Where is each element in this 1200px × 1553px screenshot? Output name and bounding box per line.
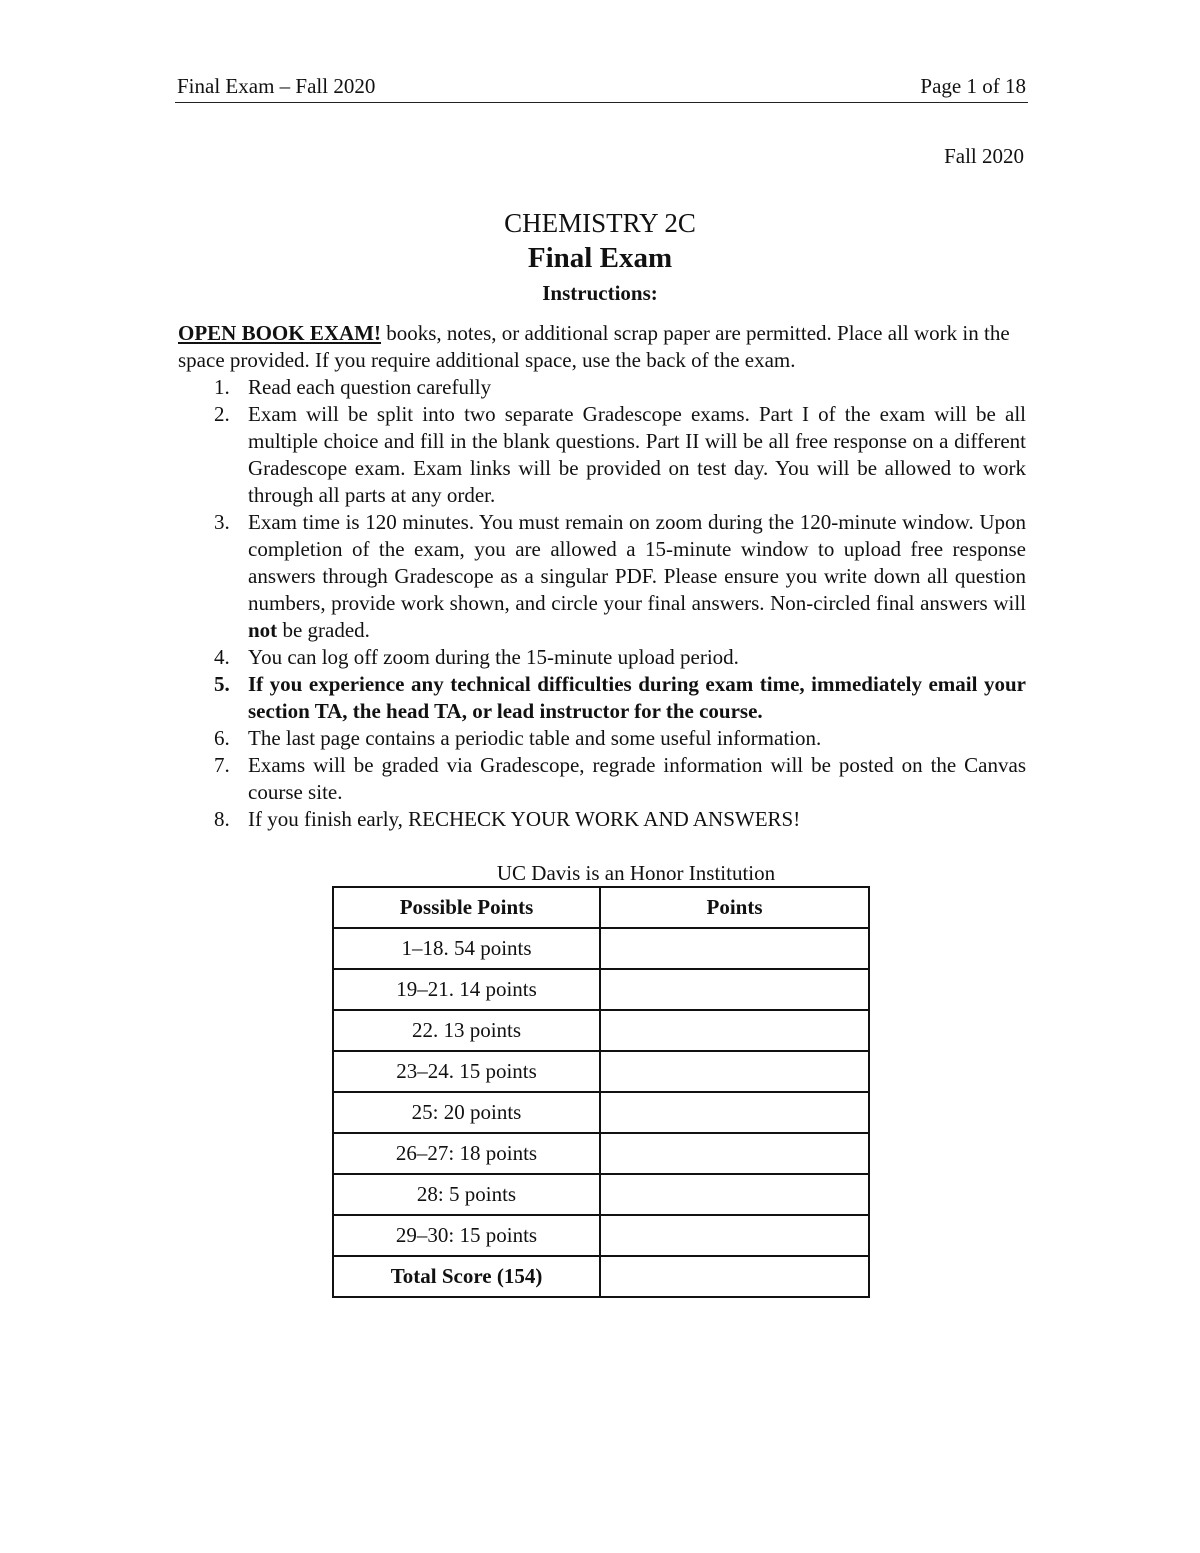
points-cell — [600, 928, 869, 969]
term-label: Fall 2020 — [944, 144, 1024, 168]
points-cell — [600, 969, 869, 1010]
instruction-item: 4. You can log off zoom during the 15-minute upload period. — [214, 645, 739, 669]
exam-title: Final Exam — [527, 242, 673, 274]
instruction-item: 1. Read each question carefully — [214, 375, 492, 399]
table-row: 25: 20 points — [333, 1092, 869, 1133]
points-cell — [600, 1010, 869, 1051]
table-row: 1–18. 54 points — [333, 928, 869, 969]
instruction-item: 2. Exam will be split into two separate Gradescope exams. Part I of the exam will be all multiple choice and fill in the blank questions. Part II will be all free response on a different Gradescope exam. Exam links will be provided on test day. You will be allowed to work through all parts at any order. — [214, 402, 1026, 507]
table-row: 26–27: 18 points — [333, 1133, 869, 1174]
instruction-item: 6. The last page contains a periodic table and some useful information. — [214, 726, 822, 750]
points-cell — [600, 1092, 869, 1133]
total-points-cell — [600, 1256, 869, 1297]
points-cell — [600, 1051, 869, 1092]
instruction-list — [178, 374, 1026, 833]
open-book-notice: OPEN BOOK EXAM! — [178, 321, 381, 345]
intro-text: books, notes, or additional scrap paper are permitted. Place all work in the space provided. If you require additional space, use the back of the exam. — [178, 321, 1010, 372]
points-cell — [600, 1174, 869, 1215]
instruction-item-technical: 5. If you experience any technical difficulties during exam time, immediately email your section TA, the head TA, or lead instructor for the course. — [214, 672, 1026, 723]
score-table — [332, 886, 870, 1298]
course-title: CHEMISTRY 2C — [504, 208, 696, 238]
possible-points-header: Possible Points — [333, 887, 600, 928]
instructions-heading: Instructions: — [542, 281, 658, 305]
intro-paragraph — [178, 320, 1026, 374]
table-row: 23–24. 15 points — [333, 1051, 869, 1092]
instruction-item: 7. Exams will be graded via Gradescope, regrade information will be posted on the Canvas course site. — [214, 753, 1026, 804]
table-row: 29–30: 15 points — [333, 1215, 869, 1256]
honor-statement: UC Davis is an Honor Institution — [496, 861, 776, 885]
table-header-row — [333, 887, 869, 928]
total-score-label: Total Score (154) — [333, 1256, 600, 1297]
instruction-item: 8. If you finish early, RECHECK YOUR WORK AND ANSWERS! — [214, 807, 801, 831]
table-row: 22. 13 points — [333, 1010, 869, 1051]
header-exam-label: Final Exam – Fall 2020 — [177, 74, 376, 98]
page-header — [175, 72, 1028, 103]
table-row: 19–21. 14 points — [333, 969, 869, 1010]
total-row — [333, 1256, 869, 1297]
points-cell — [600, 1215, 869, 1256]
points-header: Points — [600, 887, 869, 928]
table-row: 28: 5 points — [333, 1174, 869, 1215]
points-cell — [600, 1133, 869, 1174]
header-page-number: Page 1 of 18 — [920, 74, 1026, 98]
instruction-item: 3. Exam time is 120 minutes. You must remain on zoom during the 120-minute window. Upon completion of the exam, you are allowed a 15-minute window to upload free response answers through Gradescope as a singular PDF. Please ensure you write down all question numbers, provide work shown, and circle your final answers. Non-circled final answers will not be graded. — [214, 510, 1026, 642]
